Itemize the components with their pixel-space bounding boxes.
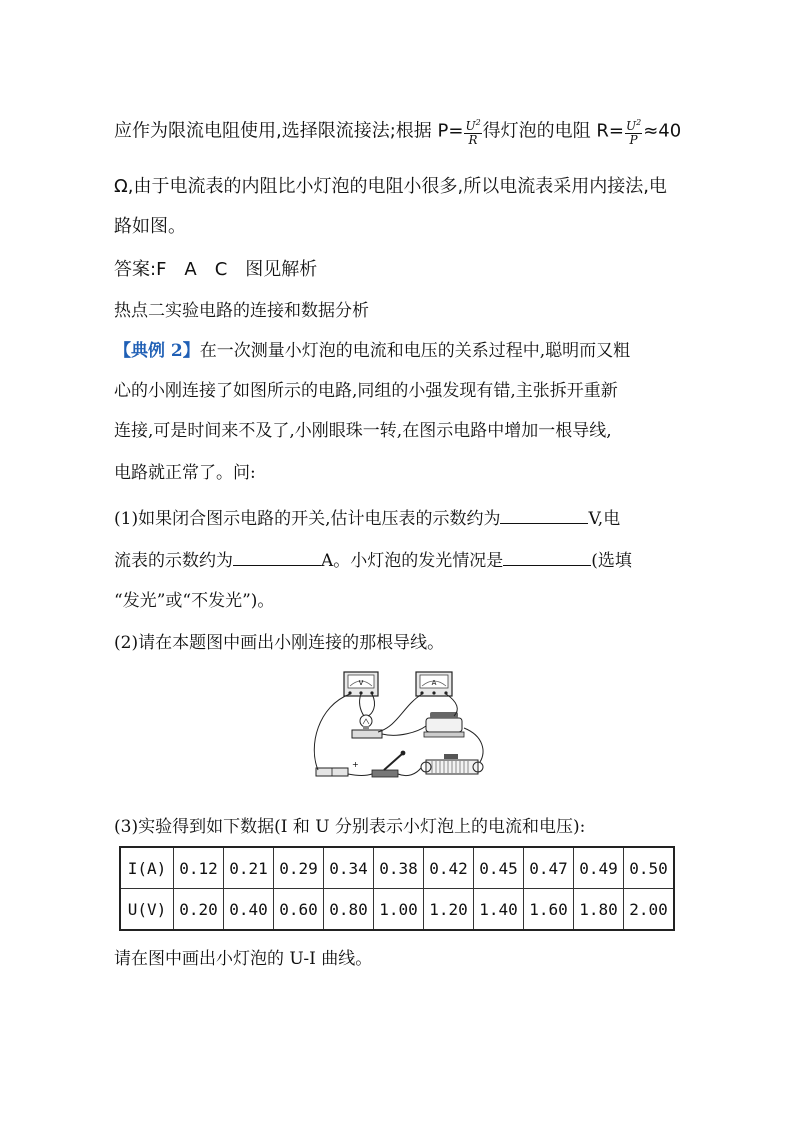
table-row — [120, 889, 674, 931]
table-cell: 0.12 — [174, 847, 224, 889]
question-1-line-3: “发光”或“不发光”)。 — [114, 591, 275, 611]
example-line-1: 【典例 2】在一次测量小灯泡的电流和电压的关系过程中,聪明而又粗 — [114, 341, 631, 361]
rheostat-icon — [421, 754, 483, 774]
question-2: (2)请在本题图中画出小刚连接的那根导线。 — [114, 633, 445, 653]
example-line-2: 心的小刚连接了如图所示的电路,同组的小强发现有错,主张拆开重新 — [114, 381, 618, 401]
solution-line-3: 路如图。 — [114, 216, 186, 237]
question-3-instruction: 请在图中画出小灯泡的 U-I 曲线。 — [114, 949, 373, 969]
example-line-3: 连接,可是时间来不及了,小刚眼珠一转,在图示电路中增加一根导线, — [114, 421, 612, 441]
answer-blank-current[interactable] — [233, 551, 321, 566]
table-cell: 0.40 — [224, 889, 274, 931]
table-cell: 0.47 — [524, 847, 574, 889]
table-row — [120, 847, 674, 889]
data-table — [119, 846, 675, 931]
svg-text:V: V — [358, 679, 364, 687]
svg-text:A: A — [431, 679, 437, 687]
question-1-line-1: (1)如果闭合图示电路的开关,估计电压表的示数约为 V,电 — [114, 509, 621, 529]
table-cell: 0.50 — [624, 847, 675, 889]
example-line-4: 电路就正常了。问: — [114, 463, 256, 483]
answer-blank-lamp[interactable] — [503, 551, 591, 566]
answer-line: 答案:F A C 图见解析 — [114, 259, 318, 280]
question-1-line-2: 流表的示数约为 A。小灯泡的发光情况是 (选填 — [114, 551, 632, 571]
question-3: (3)实验得到如下数据(I 和 U 分别表示小灯泡上的电流和电压): — [114, 817, 586, 837]
example-tag: 【典例 2】 — [114, 341, 200, 361]
row-header: U(V) — [120, 889, 174, 931]
voltmeter-icon — [344, 672, 378, 696]
table-cell: 1.00 — [374, 889, 424, 931]
table-cell: 0.38 — [374, 847, 424, 889]
table-cell: 0.21 — [224, 847, 274, 889]
table-cell: 1.60 — [524, 889, 574, 931]
row-header: I(A) — [120, 847, 174, 889]
table-cell: 1.80 — [574, 889, 624, 931]
fraction-u2-over-p: $\frac{U^2}{P}$ — [625, 118, 642, 147]
table-cell: 0.29 — [274, 847, 324, 889]
table-cell: 0.60 — [274, 889, 324, 931]
solution-line-2: Ω,由于电流表的内阻比小灯泡的电阻小很多,所以电流表采用内接法,电 — [114, 176, 667, 197]
svg-text:+: + — [352, 760, 359, 769]
table-cell: 2.00 — [624, 889, 675, 931]
battery-icon — [316, 760, 359, 776]
knife-switch-icon — [372, 751, 405, 777]
table-cell: 0.34 — [324, 847, 374, 889]
table-cell: 0.80 — [324, 889, 374, 931]
table-cell: 1.40 — [474, 889, 524, 931]
ammeter-icon — [416, 672, 452, 696]
table-cell: 1.20 — [424, 889, 474, 931]
hotspot-title: 热点二实验电路的连接和数据分析 — [114, 301, 369, 321]
circuit-figure — [308, 666, 488, 786]
table-cell: 0.45 — [474, 847, 524, 889]
lamp-icon — [352, 715, 382, 738]
table-cell: 0.42 — [424, 847, 474, 889]
solution-line-1: 应作为限流电阻使用,选择限流接法;根据 P= $\frac{U^2}{R}$ 得灯泡的电阻 R= $\frac{U^2}{P}$ ≈40 — [114, 118, 682, 147]
table-cell: 0.20 — [174, 889, 224, 931]
table-cell: 0.49 — [574, 847, 624, 889]
answer-blank-voltage[interactable] — [500, 509, 588, 524]
fraction-u2-over-r: $\frac{U^2}{R}$ — [465, 118, 481, 147]
switch-icon — [424, 712, 464, 737]
